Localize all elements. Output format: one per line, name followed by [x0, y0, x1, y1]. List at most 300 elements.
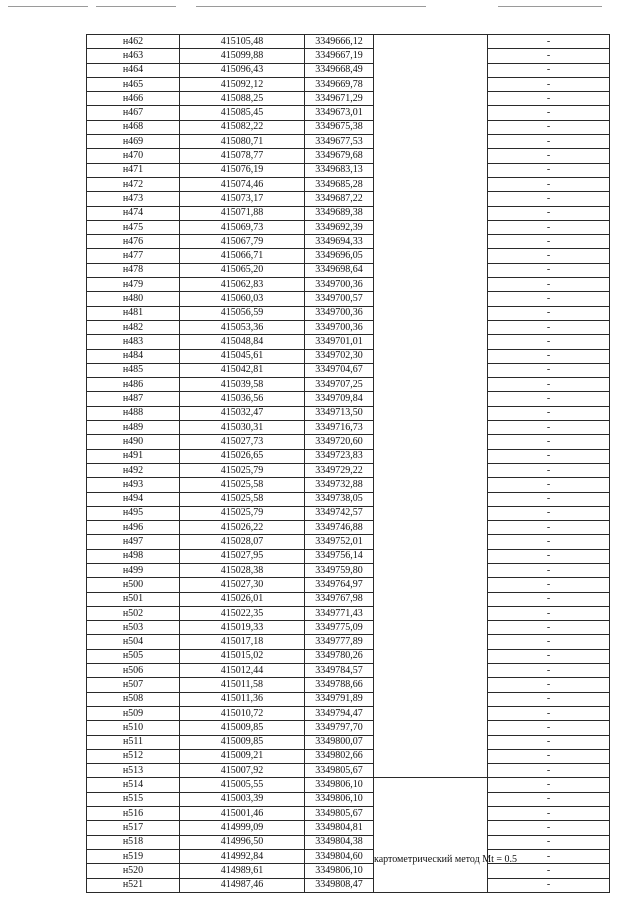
table-row: [87, 306, 610, 320]
coordinate-x-cell: 415025,79: [180, 506, 305, 520]
coordinate-x-cell: 414987,46: [180, 878, 305, 892]
table-row: [87, 535, 610, 549]
coordinate-x-cell: 415056,59: [180, 306, 305, 320]
coordinate-x-cell: 415062,83: [180, 278, 305, 292]
coordinate-y-cell: 3349805,67: [305, 764, 374, 778]
point-number-cell: н515: [87, 792, 180, 806]
coordinate-x-cell: 415011,58: [180, 678, 305, 692]
description-cell: -: [488, 177, 610, 191]
description-cell: -: [488, 864, 610, 878]
point-number-cell: н498: [87, 549, 180, 563]
point-number-cell: н463: [87, 49, 180, 63]
table-row: [87, 521, 610, 535]
coordinate-x-cell: 415017,18: [180, 635, 305, 649]
coordinate-x-cell: 415076,19: [180, 163, 305, 177]
point-number-cell: н505: [87, 649, 180, 663]
description-cell: -: [488, 592, 610, 606]
table-row: [87, 92, 610, 106]
table-row: [87, 435, 610, 449]
description-cell: -: [488, 106, 610, 120]
coordinate-x-cell: 415032,47: [180, 406, 305, 420]
description-cell: -: [488, 35, 610, 49]
point-number-cell: н496: [87, 521, 180, 535]
table-row: [87, 392, 610, 406]
description-cell: -: [488, 163, 610, 177]
point-number-cell: н470: [87, 149, 180, 163]
description-cell: -: [488, 220, 610, 234]
coordinate-x-cell: 415025,58: [180, 492, 305, 506]
coordinate-y-cell: 3349804,60: [305, 849, 374, 863]
coordinate-y-cell: 3349700,57: [305, 292, 374, 306]
point-number-cell: н485: [87, 363, 180, 377]
table-row: [87, 878, 610, 892]
description-cell: -: [488, 363, 610, 377]
coordinate-x-cell: 415092,12: [180, 77, 305, 91]
coordinate-x-cell: 415030,31: [180, 421, 305, 435]
coordinate-x-cell: 415026,65: [180, 449, 305, 463]
point-number-cell: н510: [87, 721, 180, 735]
table-row: [87, 378, 610, 392]
point-number-cell: н489: [87, 421, 180, 435]
table-row: [87, 849, 610, 863]
point-number-cell: н516: [87, 807, 180, 821]
description-cell: -: [488, 563, 610, 577]
point-number-cell: н469: [87, 135, 180, 149]
table-row: [87, 649, 610, 663]
coordinate-x-cell: 414996,50: [180, 835, 305, 849]
point-number-cell: н520: [87, 864, 180, 878]
coordinate-x-cell: 414992,84: [180, 849, 305, 863]
point-number-cell: н509: [87, 706, 180, 720]
table-row: [87, 320, 610, 334]
point-number-cell: н468: [87, 120, 180, 134]
table-row: [87, 35, 610, 49]
point-number-cell: н464: [87, 63, 180, 77]
description-cell: -: [488, 49, 610, 63]
description-cell: -: [488, 378, 610, 392]
coordinate-x-cell: 415009,85: [180, 721, 305, 735]
table-row: [87, 563, 610, 577]
coordinate-x-cell: 415005,55: [180, 778, 305, 792]
description-cell: -: [488, 449, 610, 463]
coordinate-x-cell: 415053,36: [180, 320, 305, 334]
table-row: [87, 492, 610, 506]
coordinate-x-cell: 415012,44: [180, 664, 305, 678]
point-number-cell: н506: [87, 664, 180, 678]
coordinate-y-cell: 3349756,14: [305, 549, 374, 563]
coordinate-x-cell: 415039,58: [180, 378, 305, 392]
description-cell: -: [488, 206, 610, 220]
coordinate-y-cell: 3349694,33: [305, 235, 374, 249]
table-row: [87, 149, 610, 163]
point-number-cell: н492: [87, 463, 180, 477]
table-row: [87, 664, 610, 678]
coordinate-x-cell: 415099,88: [180, 49, 305, 63]
description-cell: -: [488, 521, 610, 535]
description-cell: -: [488, 792, 610, 806]
table-row: [87, 263, 610, 277]
table-row: [87, 792, 610, 806]
coordinate-x-cell: 415009,85: [180, 735, 305, 749]
coordinate-x-cell: 415011,36: [180, 692, 305, 706]
method-cell: [374, 35, 488, 778]
table-row: [87, 749, 610, 763]
point-number-cell: н502: [87, 606, 180, 620]
description-cell: -: [488, 578, 610, 592]
point-number-cell: н462: [87, 35, 180, 49]
coordinate-y-cell: 3349738,05: [305, 492, 374, 506]
coordinate-y-cell: 3349720,60: [305, 435, 374, 449]
coordinate-y-cell: 3349673,01: [305, 106, 374, 120]
coordinate-y-cell: 3349700,36: [305, 320, 374, 334]
table-row: [87, 235, 610, 249]
point-number-cell: н480: [87, 292, 180, 306]
table-row: [87, 177, 610, 191]
coordinate-x-cell: 415071,88: [180, 206, 305, 220]
description-cell: -: [488, 192, 610, 206]
coordinate-y-cell: 3349709,84: [305, 392, 374, 406]
coordinate-y-cell: 3349677,53: [305, 135, 374, 149]
table-row: [87, 135, 610, 149]
description-cell: -: [488, 63, 610, 77]
coordinate-y-cell: 3349716,73: [305, 421, 374, 435]
coordinate-x-cell: 415085,45: [180, 106, 305, 120]
coordinate-y-cell: 3349669,78: [305, 77, 374, 91]
description-cell: -: [488, 664, 610, 678]
coordinate-y-cell: 3349679,68: [305, 149, 374, 163]
description-cell: -: [488, 807, 610, 821]
coordinate-x-cell: 415088,25: [180, 92, 305, 106]
coordinate-y-cell: 3349808,47: [305, 878, 374, 892]
table-row: [87, 764, 610, 778]
coordinate-y-cell: 3349723,83: [305, 449, 374, 463]
point-number-cell: н486: [87, 378, 180, 392]
description-cell: -: [488, 878, 610, 892]
point-number-cell: н497: [87, 535, 180, 549]
description-cell: -: [488, 278, 610, 292]
table-row: [87, 249, 610, 263]
table-row: [87, 463, 610, 477]
coordinate-y-cell: 3349702,30: [305, 349, 374, 363]
coordinate-x-cell: 415045,61: [180, 349, 305, 363]
coordinate-x-cell: 415036,56: [180, 392, 305, 406]
coordinate-y-cell: 3349729,22: [305, 463, 374, 477]
table-row: [87, 421, 610, 435]
coordinate-y-cell: 3349701,01: [305, 335, 374, 349]
coordinate-y-cell: 3349675,38: [305, 120, 374, 134]
table-row: [87, 606, 610, 620]
description-cell: -: [488, 349, 610, 363]
description-cell: -: [488, 421, 610, 435]
coordinate-y-cell: 3349698,64: [305, 263, 374, 277]
table-row: [87, 821, 610, 835]
point-number-cell: н495: [87, 506, 180, 520]
coordinate-y-cell: 3349707,25: [305, 378, 374, 392]
table-row: [87, 578, 610, 592]
point-number-cell: н493: [87, 478, 180, 492]
coordinate-x-cell: 415096,43: [180, 63, 305, 77]
description-cell: -: [488, 635, 610, 649]
point-number-cell: н508: [87, 692, 180, 706]
coordinate-x-cell: 415048,84: [180, 335, 305, 349]
table-row: [87, 592, 610, 606]
table-row: [87, 835, 610, 849]
table-row: [87, 192, 610, 206]
table-row: [87, 49, 610, 63]
table-row: [87, 692, 610, 706]
coordinate-y-cell: 3349759,80: [305, 563, 374, 577]
coordinate-y-cell: 3349775,09: [305, 621, 374, 635]
table-row: [87, 292, 610, 306]
point-number-cell: н474: [87, 206, 180, 220]
table-row: [87, 807, 610, 821]
point-number-cell: н484: [87, 349, 180, 363]
coordinate-x-cell: 415078,77: [180, 149, 305, 163]
coordinate-y-cell: 3349752,01: [305, 535, 374, 549]
table-row: [87, 206, 610, 220]
table-row: [87, 77, 610, 91]
coordinate-x-cell: 415073,17: [180, 192, 305, 206]
description-cell: -: [488, 835, 610, 849]
coordinate-y-cell: 3349668,49: [305, 63, 374, 77]
coordinate-y-cell: 3349767,98: [305, 592, 374, 606]
description-cell: -: [488, 706, 610, 720]
point-number-cell: н487: [87, 392, 180, 406]
coordinate-x-cell: 415003,39: [180, 792, 305, 806]
description-cell: -: [488, 77, 610, 91]
coordinate-x-cell: 415010,72: [180, 706, 305, 720]
table-row: [87, 120, 610, 134]
coordinate-x-cell: 415060,03: [180, 292, 305, 306]
coordinate-y-cell: 3349667,19: [305, 49, 374, 63]
coordinate-x-cell: 415027,95: [180, 549, 305, 563]
description-cell: -: [488, 320, 610, 334]
coordinate-x-cell: 415105,48: [180, 35, 305, 49]
table-row: [87, 406, 610, 420]
coordinate-y-cell: 3349806,10: [305, 864, 374, 878]
coordinate-x-cell: 414989,61: [180, 864, 305, 878]
description-cell: -: [488, 849, 610, 863]
description-cell: -: [488, 292, 610, 306]
point-number-cell: н465: [87, 77, 180, 91]
coordinate-y-cell: 3349732,88: [305, 478, 374, 492]
description-cell: -: [488, 235, 610, 249]
description-cell: -: [488, 735, 610, 749]
coordinate-y-cell: 3349804,38: [305, 835, 374, 849]
coordinate-x-cell: 415001,46: [180, 807, 305, 821]
description-cell: -: [488, 435, 610, 449]
coordinate-y-cell: 3349671,29: [305, 92, 374, 106]
coordinate-y-cell: 3349784,57: [305, 664, 374, 678]
coordinate-y-cell: 3349804,81: [305, 821, 374, 835]
point-number-cell: н501: [87, 592, 180, 606]
description-cell: -: [488, 721, 610, 735]
coordinate-y-cell: 3349742,57: [305, 506, 374, 520]
description-cell: -: [488, 135, 610, 149]
table-row: [87, 778, 610, 792]
description-cell: -: [488, 249, 610, 263]
coordinates-table-body: [87, 35, 610, 893]
coordinate-y-cell: 3349780,26: [305, 649, 374, 663]
description-cell: -: [488, 506, 610, 520]
point-number-cell: н475: [87, 220, 180, 234]
coordinate-x-cell: 415025,79: [180, 463, 305, 477]
point-number-cell: н479: [87, 278, 180, 292]
method-cell: картометрический метод Mt = 0.5: [374, 778, 488, 892]
point-number-cell: н514: [87, 778, 180, 792]
coordinate-x-cell: 415026,01: [180, 592, 305, 606]
point-number-cell: н477: [87, 249, 180, 263]
table-row: [87, 621, 610, 635]
description-cell: -: [488, 778, 610, 792]
coordinate-y-cell: 3349802,66: [305, 749, 374, 763]
description-cell: -: [488, 535, 610, 549]
point-number-cell: н499: [87, 563, 180, 577]
description-cell: -: [488, 621, 610, 635]
coordinate-y-cell: 3349696,05: [305, 249, 374, 263]
point-number-cell: н491: [87, 449, 180, 463]
point-number-cell: н518: [87, 835, 180, 849]
table-row: [87, 864, 610, 878]
point-number-cell: н519: [87, 849, 180, 863]
point-number-cell: н513: [87, 764, 180, 778]
coordinate-x-cell: 414999,09: [180, 821, 305, 835]
coordinate-x-cell: 415067,79: [180, 235, 305, 249]
coordinate-x-cell: 415027,73: [180, 435, 305, 449]
coordinate-y-cell: 3349683,13: [305, 163, 374, 177]
point-number-cell: н481: [87, 306, 180, 320]
coordinate-y-cell: 3349746,88: [305, 521, 374, 535]
point-number-cell: н482: [87, 320, 180, 334]
coordinates-table: [86, 34, 610, 893]
description-cell: -: [488, 149, 610, 163]
coordinate-y-cell: 3349764,97: [305, 578, 374, 592]
point-number-cell: н494: [87, 492, 180, 506]
coordinate-y-cell: 3349689,38: [305, 206, 374, 220]
point-number-cell: н483: [87, 335, 180, 349]
point-number-cell: н488: [87, 406, 180, 420]
table-row: [87, 478, 610, 492]
point-number-cell: н517: [87, 821, 180, 835]
point-number-cell: н476: [87, 235, 180, 249]
coordinate-y-cell: 3349666,12: [305, 35, 374, 49]
table-row: [87, 721, 610, 735]
coordinate-x-cell: 415028,07: [180, 535, 305, 549]
coordinate-y-cell: 3349788,66: [305, 678, 374, 692]
point-number-cell: н521: [87, 878, 180, 892]
description-cell: -: [488, 492, 610, 506]
coordinate-x-cell: 415074,46: [180, 177, 305, 191]
description-cell: -: [488, 764, 610, 778]
coordinate-y-cell: 3349704,67: [305, 363, 374, 377]
point-number-cell: н507: [87, 678, 180, 692]
description-cell: -: [488, 120, 610, 134]
coordinate-y-cell: 3349797,70: [305, 721, 374, 735]
coordinate-y-cell: 3349700,36: [305, 278, 374, 292]
description-cell: -: [488, 606, 610, 620]
table-row: [87, 335, 610, 349]
point-number-cell: н478: [87, 263, 180, 277]
coordinate-y-cell: 3349685,28: [305, 177, 374, 191]
coordinate-y-cell: 3349700,36: [305, 306, 374, 320]
coordinate-y-cell: 3349771,43: [305, 606, 374, 620]
coordinate-x-cell: 415065,20: [180, 263, 305, 277]
point-number-cell: н490: [87, 435, 180, 449]
table-row: [87, 106, 610, 120]
coordinate-y-cell: 3349791,89: [305, 692, 374, 706]
table-row: [87, 163, 610, 177]
point-number-cell: н504: [87, 635, 180, 649]
point-number-cell: н467: [87, 106, 180, 120]
coordinate-y-cell: 3349713,50: [305, 406, 374, 420]
coordinate-x-cell: 415069,73: [180, 220, 305, 234]
description-cell: -: [488, 392, 610, 406]
table-row: [87, 506, 610, 520]
table-row: [87, 363, 610, 377]
point-number-cell: н472: [87, 177, 180, 191]
description-cell: -: [488, 335, 610, 349]
coordinate-x-cell: 415066,71: [180, 249, 305, 263]
description-cell: -: [488, 478, 610, 492]
table-row: [87, 706, 610, 720]
description-cell: -: [488, 692, 610, 706]
coordinate-y-cell: 3349794,47: [305, 706, 374, 720]
description-cell: -: [488, 649, 610, 663]
coordinate-x-cell: 415019,33: [180, 621, 305, 635]
coordinate-x-cell: 415022,35: [180, 606, 305, 620]
page-top-rule: [0, 6, 640, 9]
description-cell: -: [488, 678, 610, 692]
coordinate-x-cell: 415025,58: [180, 478, 305, 492]
point-number-cell: н503: [87, 621, 180, 635]
point-number-cell: н511: [87, 735, 180, 749]
description-cell: -: [488, 463, 610, 477]
coordinate-y-cell: 3349777,89: [305, 635, 374, 649]
point-number-cell: н473: [87, 192, 180, 206]
table-row: [87, 63, 610, 77]
coordinate-y-cell: 3349692,39: [305, 220, 374, 234]
coordinate-y-cell: 3349805,67: [305, 807, 374, 821]
table-row: [87, 678, 610, 692]
point-number-cell: н471: [87, 163, 180, 177]
point-number-cell: н500: [87, 578, 180, 592]
table-row: [87, 635, 610, 649]
description-cell: -: [488, 821, 610, 835]
coordinate-x-cell: 415082,22: [180, 120, 305, 134]
coordinate-x-cell: 415009,21: [180, 749, 305, 763]
coordinate-x-cell: 415015,02: [180, 649, 305, 663]
description-cell: -: [488, 306, 610, 320]
table-row: [87, 220, 610, 234]
description-cell: -: [488, 92, 610, 106]
coordinate-x-cell: 415027,30: [180, 578, 305, 592]
coordinate-y-cell: 3349800,07: [305, 735, 374, 749]
table-row: [87, 349, 610, 363]
table-row: [87, 278, 610, 292]
coordinate-x-cell: 415080,71: [180, 135, 305, 149]
coordinate-x-cell: 415042,81: [180, 363, 305, 377]
description-cell: -: [488, 406, 610, 420]
coordinate-x-cell: 415007,92: [180, 764, 305, 778]
point-number-cell: н466: [87, 92, 180, 106]
coordinate-y-cell: 3349806,10: [305, 792, 374, 806]
description-cell: -: [488, 749, 610, 763]
coordinate-x-cell: 415026,22: [180, 521, 305, 535]
coordinate-y-cell: 3349806,10: [305, 778, 374, 792]
table-row: [87, 735, 610, 749]
coordinate-y-cell: 3349687,22: [305, 192, 374, 206]
description-cell: -: [488, 263, 610, 277]
